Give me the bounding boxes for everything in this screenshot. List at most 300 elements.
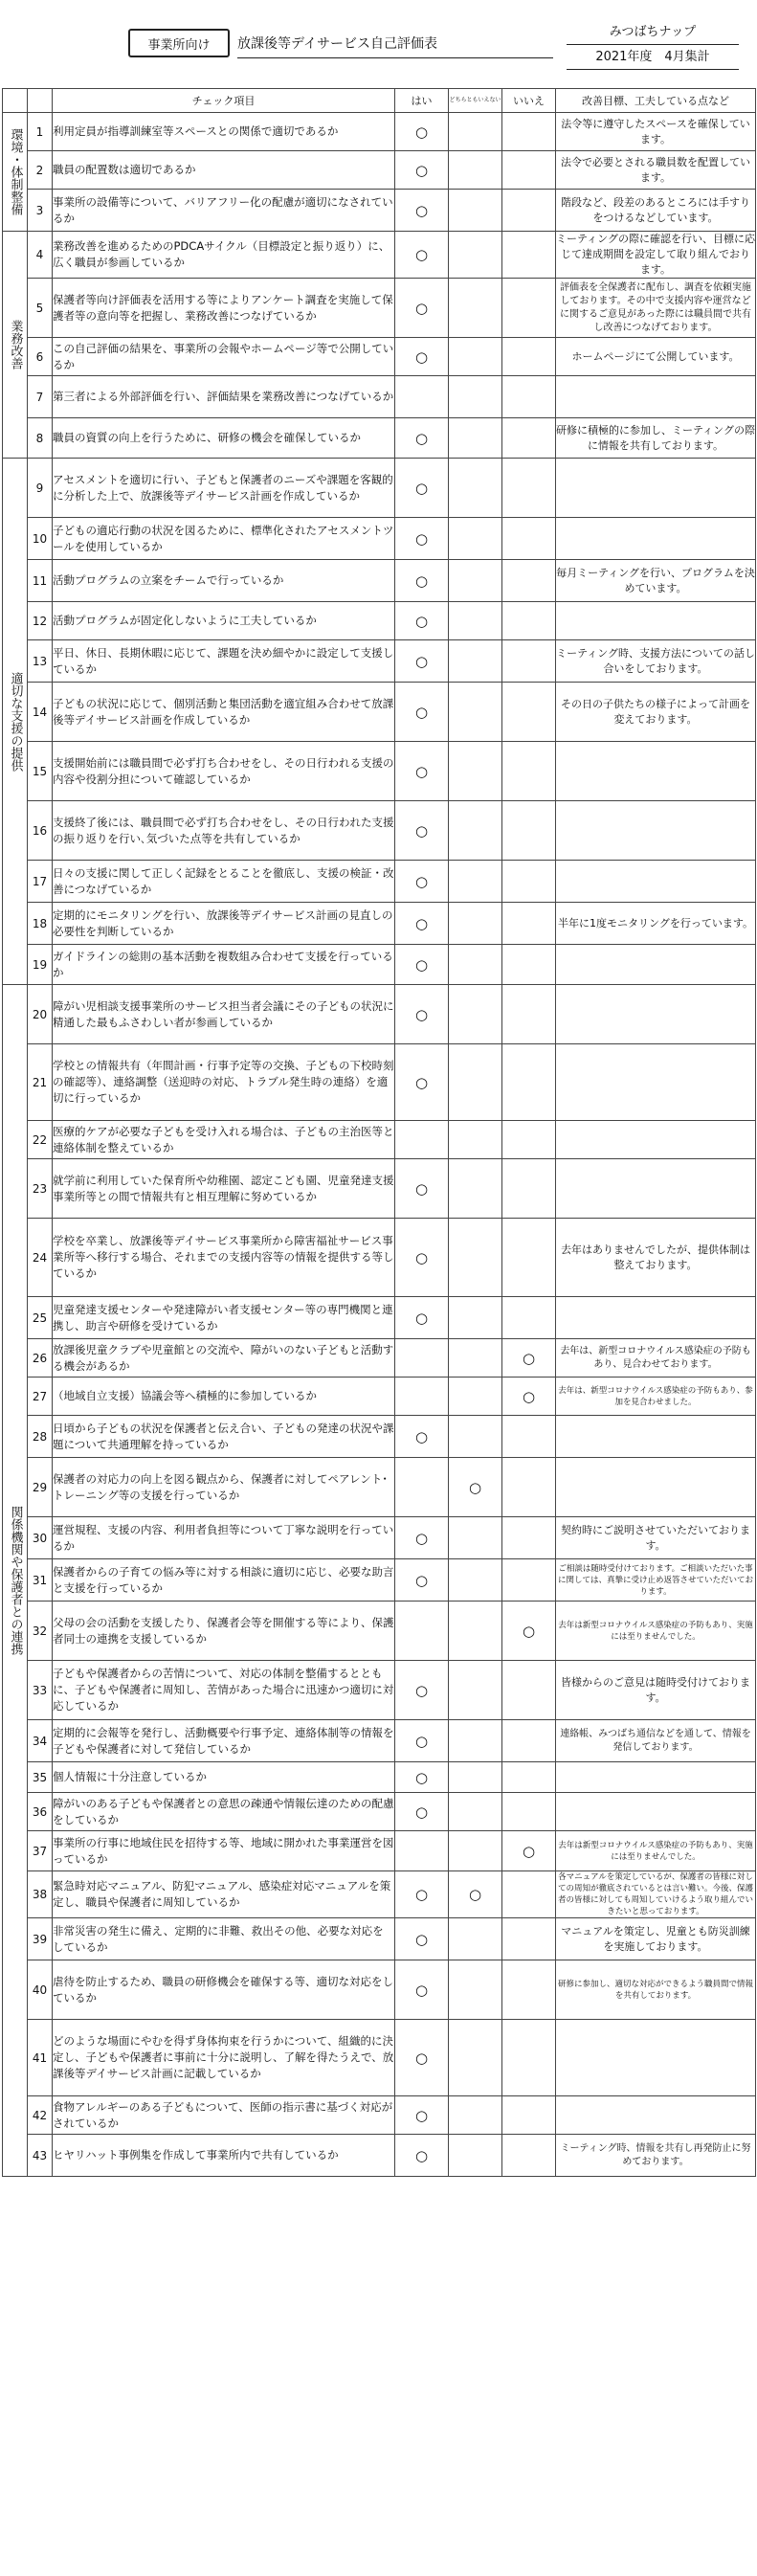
answer-yes: ○ [395, 113, 449, 151]
category-label: 業務改善 [3, 232, 28, 459]
answer-yes [395, 1458, 449, 1517]
answer-yes: ○ [395, 418, 449, 459]
check-item-text: 運営規程、支援の内容、利用者負担等について丁寧な説明を行っているか [53, 1517, 395, 1559]
answer-yes: ○ [395, 1871, 449, 1918]
answer-no [502, 338, 556, 376]
answer-no [502, 985, 556, 1044]
table-row [3, 1044, 756, 1121]
answer-no [502, 1517, 556, 1559]
answer-yes [395, 1378, 449, 1416]
answer-no [502, 190, 556, 232]
answer-no [502, 518, 556, 560]
answer-neither [449, 602, 502, 640]
table-row [3, 1297, 756, 1339]
item-number: 21 [28, 1044, 53, 1121]
improvement-note: 去年は、新型コロナウイルス感染症の予防もあり、見合わせております。 [556, 1339, 756, 1378]
item-number: 40 [28, 1960, 53, 2020]
answer-no [502, 459, 556, 518]
improvement-note [556, 985, 756, 1044]
answer-yes: ○ [395, 985, 449, 1044]
table-row [3, 945, 756, 985]
check-item-text: 個人情報に十分注意しているか [53, 1762, 395, 1793]
answer-neither [449, 2020, 502, 2096]
item-number: 6 [28, 338, 53, 376]
table-row [3, 338, 756, 376]
header-yes: はい [395, 89, 449, 113]
answer-neither [449, 151, 502, 190]
item-number: 9 [28, 459, 53, 518]
check-item-text: 児童発達支援センターや発達障がい者支援センター等の専門機関と連携し、助言や研修を受けているか [53, 1297, 395, 1339]
item-number: 42 [28, 2096, 53, 2135]
header-neither: どちらともいえない [449, 89, 502, 113]
answer-neither [449, 903, 502, 945]
answer-neither [449, 2096, 502, 2135]
answer-neither [449, 1378, 502, 1416]
answer-neither [449, 518, 502, 560]
answer-no [502, 640, 556, 683]
check-item-text: 活動プログラムの立案をチームで行っているか [53, 560, 395, 602]
answer-neither [449, 1661, 502, 1720]
check-item-text: 学校との情報共有（年間計画・行事予定等の交換、子どもの下校時刻の確認等）、連絡調整（送迎時の対応、トラブル発生時の連絡）を適切に行っているか [53, 1044, 395, 1121]
table-row [3, 1960, 756, 2020]
table-row [3, 1559, 756, 1602]
improvement-note: ミーティング時、支援方法についての話し合いをしております。 [556, 640, 756, 683]
answer-yes: ○ [395, 602, 449, 640]
item-number: 20 [28, 985, 53, 1044]
answer-yes: ○ [395, 2135, 449, 2177]
answer-neither [449, 279, 502, 338]
table-row [3, 418, 756, 459]
answer-no [502, 113, 556, 151]
item-number: 31 [28, 1559, 53, 1602]
item-number: 33 [28, 1661, 53, 1720]
answer-yes: ○ [395, 190, 449, 232]
improvement-note [556, 1044, 756, 1121]
check-item-text: 非常災害の発生に備え、定期的に非難、救出その他、必要な対応をしているか [53, 1918, 395, 1960]
item-number: 10 [28, 518, 53, 560]
answer-no: ○ [502, 1378, 556, 1416]
answer-yes [395, 376, 449, 418]
check-item-text: 利用定員が指導訓練室等スペースとの関係で適切であるか [53, 113, 395, 151]
answer-neither [449, 985, 502, 1044]
item-number: 35 [28, 1762, 53, 1793]
improvement-note: 法令で必要とされる職員数を配置しています。 [556, 151, 756, 190]
answer-neither [449, 376, 502, 418]
answer-no: ○ [502, 1602, 556, 1661]
table-row [3, 151, 756, 190]
table-row [3, 1918, 756, 1960]
answer-no [502, 1159, 556, 1219]
improvement-note: 研修に参加し、適切な対応ができるよう職員間で情報を共有しております。 [556, 1960, 756, 2020]
table-row [3, 279, 756, 338]
answer-no [502, 602, 556, 640]
answer-yes: ○ [395, 338, 449, 376]
improvement-note [556, 1159, 756, 1219]
check-item-text: 障がいのある子どもや保護者との意思の疎通や情報伝達のための配慮をしているか [53, 1793, 395, 1831]
answer-yes: ○ [395, 1720, 449, 1762]
table-row [3, 376, 756, 418]
answer-yes: ○ [395, 1661, 449, 1720]
answer-yes: ○ [395, 1044, 449, 1121]
answer-yes [395, 1121, 449, 1159]
check-item-text: 虐待を防止するため、職員の研修機会を確保する等、適切な対応をしているか [53, 1960, 395, 2020]
answer-neither [449, 418, 502, 459]
answer-neither [449, 945, 502, 985]
table-row [3, 560, 756, 602]
answer-no: ○ [502, 1831, 556, 1871]
answer-no [502, 1793, 556, 1831]
improvement-note: 半年に1度モニタリングを行っています。 [556, 903, 756, 945]
header-note: 改善目標、工夫している点など [556, 89, 756, 113]
answer-no [502, 1960, 556, 2020]
item-number: 22 [28, 1121, 53, 1159]
check-item-text: （地域自立支援）協議会等へ積極的に参加しているか [53, 1378, 395, 1416]
check-item-text: 支援開始前には職員間で必ず打ち合わせをし、その日行われる支援の内容や役割分担について確認しているか [53, 742, 395, 801]
answer-yes [395, 1602, 449, 1661]
answer-neither [449, 232, 502, 279]
check-item-text: 学校を卒業し、放課後等デイサービス事業所から障害福祉サービス事業所等へ移行する場合、それまでの支援内容等の情報を提供する等しているか [53, 1219, 395, 1297]
check-item-text: 日々の支援に関して正しく記録をとることを徹底し、支援の検証・改善につなげているか [53, 861, 395, 903]
improvement-note [556, 376, 756, 418]
answer-neither [449, 1416, 502, 1458]
answer-neither: ○ [449, 1871, 502, 1918]
header-number [28, 89, 53, 113]
table-row [3, 1720, 756, 1762]
check-item-text: 支援終了後には、職員間で必ず打ち合わせをし、その日行われた支援の振り返りを行い､気づいた点等を共有しているか [53, 801, 395, 861]
answer-no [502, 151, 556, 190]
answer-yes: ○ [395, 742, 449, 801]
answer-neither [449, 1219, 502, 1297]
answer-no [502, 861, 556, 903]
item-number: 24 [28, 1219, 53, 1297]
check-item-text: 保護者の対応力の向上を図る観点から、保護者に対してペアレント･トレーニング等の支援を行っているか [53, 1458, 395, 1517]
improvement-note: ミーティング時、情報を共有し再発防止に努めております。 [556, 2135, 756, 2177]
table-row [3, 113, 756, 151]
improvement-note: 去年は新型コロナウイルス感染症の予防もあり、実施には至りませんでした。 [556, 1602, 756, 1661]
item-number: 36 [28, 1793, 53, 1831]
table-row [3, 1121, 756, 1159]
answer-neither [449, 1918, 502, 1960]
improvement-note [556, 518, 756, 560]
category-label: 適切な支援の提供 [3, 459, 28, 985]
item-number: 43 [28, 2135, 53, 2177]
table-row [3, 602, 756, 640]
table-row [3, 683, 756, 742]
table-row [3, 2020, 756, 2096]
table-row [3, 1416, 756, 1458]
document-header [0, 0, 757, 88]
table-row [3, 1219, 756, 1297]
answer-yes: ○ [395, 1960, 449, 2020]
answer-no [502, 1297, 556, 1339]
improvement-note: 研修に積極的に参加し、ミーティングの際に情報を共有しております。 [556, 418, 756, 459]
answer-yes: ○ [395, 518, 449, 560]
improvement-note: 評価表を全保護者に配布し、調査を依頼実施しております。その中で支援内容や運営などに関するご意見があった際には職員間で共有し改善につなげております。 [556, 279, 756, 338]
answer-neither [449, 1517, 502, 1559]
table-row [3, 1793, 756, 1831]
answer-neither [449, 1297, 502, 1339]
answer-no [502, 2135, 556, 2177]
answer-neither: ○ [449, 1458, 502, 1517]
answer-yes: ○ [395, 560, 449, 602]
target-badge: 事業所向け [128, 29, 230, 57]
improvement-note [556, 1297, 756, 1339]
answer-no [502, 1720, 556, 1762]
check-item-text: 緊急時対応マニュアル、防犯マニュアル、感染症対応マニュアルを策定し、職員や保護者に周知しているか [53, 1871, 395, 1918]
check-item-text: ヒヤリハット事例集を作成して事業所内で共有しているか [53, 2135, 395, 2177]
improvement-note: 去年は、新型コロナウイルス感染症の予防もあり、参加を見合わせました。 [556, 1378, 756, 1416]
category-label: 関係機関や保護者との連携 [3, 985, 28, 2177]
answer-neither [449, 1762, 502, 1793]
improvement-note: 法令等に遵守したスペースを確保しています。 [556, 113, 756, 151]
check-item-text: 第三者による外部評価を行い、評価結果を業務改善につなげているか [53, 376, 395, 418]
item-number: 27 [28, 1378, 53, 1416]
item-number: 8 [28, 418, 53, 459]
improvement-note [556, 742, 756, 801]
answer-no [502, 376, 556, 418]
answer-yes [395, 1339, 449, 1378]
answer-no [502, 1416, 556, 1458]
answer-neither [449, 190, 502, 232]
improvement-note [556, 1121, 756, 1159]
answer-neither [449, 560, 502, 602]
check-item-text: 子どもの状況に応じて、個別活動と集団活動を適宜組み合わせて放課後等デイサービス計画を作成しているか [53, 683, 395, 742]
answer-neither [449, 640, 502, 683]
check-item-text: ガイドラインの総則の基本活動を複数組み合わせて支援を行っているか [53, 945, 395, 985]
table-row [3, 801, 756, 861]
answer-no [502, 742, 556, 801]
item-number: 23 [28, 1159, 53, 1219]
item-number: 26 [28, 1339, 53, 1378]
improvement-note [556, 1793, 756, 1831]
answer-no [502, 1121, 556, 1159]
answer-neither [449, 1339, 502, 1378]
answer-no [502, 1918, 556, 1960]
improvement-note [556, 2096, 756, 2135]
answer-yes [395, 1831, 449, 1871]
improvement-note [556, 861, 756, 903]
item-number: 18 [28, 903, 53, 945]
check-item-text: 定期的に会報等を発行し、活動概要や行事予定、連絡体制等の情報を子どもや保護者に対して発信しているか [53, 1720, 395, 1762]
answer-no [502, 1458, 556, 1517]
answer-no [502, 232, 556, 279]
table-row [3, 2096, 756, 2135]
answer-yes: ○ [395, 945, 449, 985]
answer-no [502, 279, 556, 338]
check-item-text: 平日、休日、長期休暇に応じて、課題を決め細やかに設定して支援しているか [53, 640, 395, 683]
answer-no [502, 1661, 556, 1720]
check-item-text: 障がい児相談支援事業所のサービス担当者会議にその子どもの状況に精通した最もふさわしい者が参画しているか [53, 985, 395, 1044]
check-item-text: 定期的にモニタリングを行い、放課後等デイサービス計画の見直しの必要性を判断しているか [53, 903, 395, 945]
item-number: 19 [28, 945, 53, 985]
item-number: 28 [28, 1416, 53, 1458]
table-row [3, 640, 756, 683]
check-item-text: 業務改善を進めるためのPDCAサイクル（目標設定と振り返り）に、広く職員が参画しているか [53, 232, 395, 279]
improvement-note: 皆様からのご意見は随時受付けております。 [556, 1661, 756, 1720]
check-item-text: 放課後児童クラブや児童館との交流や、障がいのない子どもと活動する機会があるか [53, 1339, 395, 1378]
check-item-text: 保護者等向け評価表を活用する等によりアンケート調査を実施して保護者等の意向等を把握し、業務改善につなげているか [53, 279, 395, 338]
answer-no [502, 418, 556, 459]
table-row [3, 1378, 756, 1416]
item-number: 38 [28, 1871, 53, 1918]
item-number: 29 [28, 1458, 53, 1517]
item-number: 4 [28, 232, 53, 279]
table-row [3, 190, 756, 232]
improvement-note: 契約時にご説明させていただいております。 [556, 1517, 756, 1559]
answer-no [502, 903, 556, 945]
answer-yes: ○ [395, 232, 449, 279]
table-row [3, 1602, 756, 1661]
item-number: 25 [28, 1297, 53, 1339]
answer-no: ○ [502, 1339, 556, 1378]
item-number: 7 [28, 376, 53, 418]
table-row [3, 985, 756, 1044]
item-number: 3 [28, 190, 53, 232]
check-item-text: 事業所の設備等について、バリアフリー化の配慮が適切になされているか [53, 190, 395, 232]
answer-no [502, 1219, 556, 1297]
item-number: 14 [28, 683, 53, 742]
item-number: 30 [28, 1517, 53, 1559]
answer-yes: ○ [395, 279, 449, 338]
improvement-note: ご相談は随時受付けております。ご相談いただいた事に関しては、真摯に受け止め返答させていただいております。 [556, 1559, 756, 1602]
item-number: 37 [28, 1831, 53, 1871]
answer-yes: ○ [395, 640, 449, 683]
answer-yes: ○ [395, 903, 449, 945]
item-number: 2 [28, 151, 53, 190]
improvement-note: 各マニュアルを策定しているが、保護者の皆様に対しての周知が徹底されているとは言い難い。今後、保護者の皆様に対しても周知していけるよう取り組んでいきたいと思っております。 [556, 1871, 756, 1918]
answer-yes: ○ [395, 1297, 449, 1339]
check-item-text: 事業所の行事に地域住民を招待する等、地域に開かれた事業運営を図っているか [53, 1831, 395, 1871]
answer-neither [449, 742, 502, 801]
check-item-text: アセスメントを適切に行い、子どもと保護者のニーズや課題を客観的に分析した上で、放課後等デイサービス計画を作成しているか [53, 459, 395, 518]
improvement-note [556, 602, 756, 640]
answer-no [502, 1871, 556, 1918]
header-check-item: チェック項目 [53, 89, 395, 113]
answer-yes: ○ [395, 1793, 449, 1831]
table-row [3, 1517, 756, 1559]
improvement-note [556, 1458, 756, 1517]
table-row [3, 2135, 756, 2177]
check-item-text: 日頃から子どもの状況を保護者と伝え合い、子どもの発達の状況や課題について共通理解を持っているか [53, 1416, 395, 1458]
answer-yes: ○ [395, 1762, 449, 1793]
item-number: 12 [28, 602, 53, 640]
answer-neither [449, 1559, 502, 1602]
answer-neither [449, 459, 502, 518]
answer-yes: ○ [395, 1159, 449, 1219]
answer-neither [449, 1602, 502, 1661]
answer-yes: ○ [395, 1918, 449, 1960]
table-row [3, 232, 756, 279]
answer-neither [449, 1831, 502, 1871]
answer-no [502, 560, 556, 602]
answer-neither [449, 861, 502, 903]
improvement-note: 去年はありませんでしたが、提供体制は整えております。 [556, 1219, 756, 1297]
check-item-text: 職員の資質の向上を行うために、研修の機会を確保しているか [53, 418, 395, 459]
answer-neither [449, 801, 502, 861]
answer-neither [449, 1720, 502, 1762]
improvement-note [556, 801, 756, 861]
answer-no [502, 683, 556, 742]
improvement-note: 階段など、段差のあるところには手すりをつけるなどしています。 [556, 190, 756, 232]
improvement-note: ミーティングの際に確認を行い、目標に応じて達成期間を設定して取り組んでおります。 [556, 232, 756, 279]
answer-neither [449, 1159, 502, 1219]
improvement-note: ホームページにて公開しています。 [556, 338, 756, 376]
table-row [3, 903, 756, 945]
check-item-text: 父母の会の活動を支援したり、保護者会等を開催する等により、保護者同士の連携を支援しているか [53, 1602, 395, 1661]
item-number: 13 [28, 640, 53, 683]
evaluation-table [2, 88, 756, 2177]
answer-yes: ○ [395, 1416, 449, 1458]
answer-yes: ○ [395, 151, 449, 190]
organization-name: みつばちナップ [567, 21, 739, 45]
item-number: 16 [28, 801, 53, 861]
table-row [3, 1159, 756, 1219]
item-number: 11 [28, 560, 53, 602]
answer-neither [449, 113, 502, 151]
answer-yes: ○ [395, 459, 449, 518]
improvement-note: マニュアルを策定し、児童とも防災訓練を実施しております。 [556, 1918, 756, 1960]
improvement-note: 毎月ミーティングを行い、プログラムを決めています。 [556, 560, 756, 602]
item-number: 34 [28, 1720, 53, 1762]
answer-neither [449, 1044, 502, 1121]
answer-yes: ○ [395, 1559, 449, 1602]
improvement-note: その日の子供たちの様子によって計画を変えております。 [556, 683, 756, 742]
header-category [3, 89, 28, 113]
answer-neither [449, 2135, 502, 2177]
improvement-note [556, 1416, 756, 1458]
table-row [3, 1871, 756, 1918]
answer-yes: ○ [395, 1219, 449, 1297]
answer-no [502, 2096, 556, 2135]
table-row [3, 1339, 756, 1378]
answer-yes: ○ [395, 683, 449, 742]
item-number: 1 [28, 113, 53, 151]
header-no: いいえ [502, 89, 556, 113]
answer-neither [449, 1121, 502, 1159]
check-item-text: 医療的ケアが必要な子どもを受け入れる場合は、子どもの主治医等と連絡体制を整えているか [53, 1121, 395, 1159]
document-title: 放課後等デイサービス自己評価表 [237, 29, 553, 58]
answer-yes: ○ [395, 2020, 449, 2096]
evaluation-period: 2021年度 4月集計 [567, 46, 739, 70]
answer-no [502, 801, 556, 861]
table-header-row [3, 89, 756, 113]
table-row [3, 861, 756, 903]
table-row [3, 459, 756, 518]
item-number: 41 [28, 2020, 53, 2096]
answer-no [502, 1762, 556, 1793]
table-body [3, 113, 756, 2177]
check-item-text: どのような場面にやむを得ず身体拘束を行うかについて、組織的に決定し、子どもや保護者に事前に十分に説明し、了解を得たうえで、放課後等デイサービス計画に記載しているか [53, 2020, 395, 2096]
answer-neither [449, 1793, 502, 1831]
answer-no [502, 2020, 556, 2096]
answer-neither [449, 338, 502, 376]
answer-no [502, 1044, 556, 1121]
improvement-note [556, 1762, 756, 1793]
table-row [3, 1831, 756, 1871]
check-item-text: この自己評価の結果を、事業所の会報やホームページ等で公開しているか [53, 338, 395, 376]
item-number: 32 [28, 1602, 53, 1661]
answer-no [502, 945, 556, 985]
item-number: 5 [28, 279, 53, 338]
answer-neither [449, 1960, 502, 2020]
table-row [3, 1458, 756, 1517]
answer-yes: ○ [395, 801, 449, 861]
check-item-text: 保護者からの子育ての悩み等に対する相談に適切に応じ、必要な助言と支援を行っているか [53, 1559, 395, 1602]
answer-yes: ○ [395, 861, 449, 903]
check-item-text: 就学前に利用していた保育所や幼稚園、認定こども園、児童発達支援事業所等との間で情報共有と相互理解に努めているか [53, 1159, 395, 1219]
check-item-text: 食物アレルギーのある子どもについて、医師の指示書に基づく対応がされているか [53, 2096, 395, 2135]
table-row [3, 1661, 756, 1720]
